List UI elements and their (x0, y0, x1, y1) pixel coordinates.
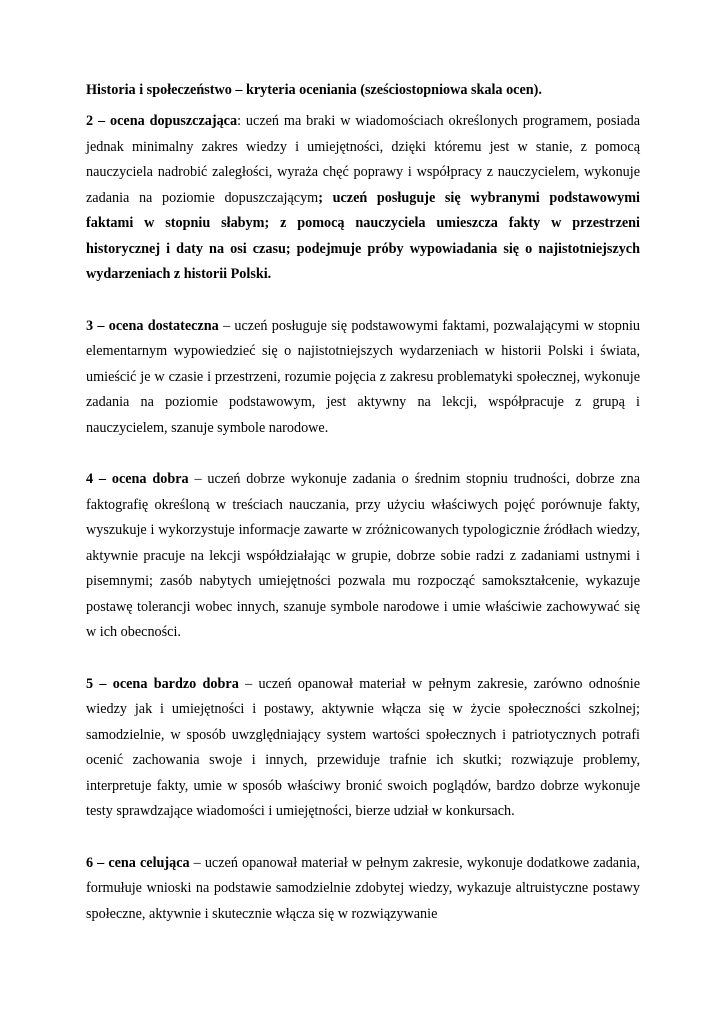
grade-6-heading: 6 – cena celująca (86, 854, 190, 871)
grade-4-heading: 4 – ocena dobra (86, 471, 189, 487)
paragraph-gap (86, 646, 640, 672)
grade-4-text: – uczeń dobrze wykonuje zadania o średnim stopniu trudności, dobrze zna faktografię określoną w treściach nauczania, przy użyciu właściwych pojęć porównuje fakty, wyszukuje i wykorzystuje informacje zawarte w zróżnicowanych typologicznie źródłach wiedzy, aktywnie pracuje na lekcji współdziałając w grupie, dobrze sobie radzi z zadaniami ustnymi i pisemnymi; zasób nabytych umiejętności pozwala mu rozpocząć samokształcenie, wykazuje postawę tolerancji wobec innych, szanuje symbole narodowe i umie właściwie zachowywać się w ich obecności. (86, 471, 641, 640)
grade-3-heading: 3 – ocena dostateczna (86, 317, 219, 334)
grade-3-paragraph (86, 314, 640, 442)
paragraph-gap (86, 288, 640, 314)
grade-2-heading: 2 – ocena dopuszczająca (86, 113, 238, 129)
grade-4-paragraph (86, 467, 640, 646)
grade-3-text: – uczeń posługuje się podstawowymi faktami, pozwalającymi w stopniu elementarnym wypowiedzieć się o najistotniejszych wydarzeniach w historii Polski i świata, umieścić je w czasie i przestrzeni, rozumie pojęcia z zakresu problematyki społecznej, wykonuje zadania na poziomie podstawowym, jest aktywny na lekcji, współpracuje z grupą i nauczycielem, szanuje symbole narodowe. (86, 317, 640, 436)
grade-5-text: – uczeń opanował materiał w pełnym zakresie, zarówno odnośnie wiedzy jak i umiejętności i postawy, aktywnie włącza się w życie społeczności szkolnej; samodzielnie, w sposób uwzględniający system wartości społecznych i patriotycznych potrafi ocenić zachowania swoje i innych, przewiduje trafnie ich skutki; rozwiązuje problemy, interpretuje fakty, umie w sposób właściwy bronić swoich poglądów, bardzo dobrze wykonuje testy sprawdzające wiadomości i umiejętności, bierze udział w konkursach. (86, 675, 641, 819)
grade-2-paragraph (86, 109, 640, 288)
grade-2-bold-text: ; uczeń posługuje się wybranymi podstawowymi faktami w stopniu słabym; z pomocą nauczyciela umieszcza fakty w przestrzeni historycznej i daty na osi czasu; podejmuje próby wypowiadania się o najistotniejszych wydarzeniach z historii Polski. (86, 189, 640, 282)
paragraph-gap (86, 441, 640, 467)
grade-5-paragraph (86, 672, 640, 825)
grade-6-text: – uczeń opanował materiał w pełnym zakresie, wykonuje dodatkowe zadania, formułuje wnioski na podstawie samodzielnie zdobytej wiedzy, wykazuje altruistyczne postawy społeczne, aktywnie i skutecznie włącza się w rozwiązywanie (86, 854, 640, 922)
paragraph-gap (86, 825, 640, 851)
document-title: Historia i społeczeństwo – kryteria oceniania (sześciostopniowa skala ocen). (86, 82, 542, 98)
document-page (86, 80, 640, 927)
grade-2-text: : uczeń ma braki w wiadomościach określonych programem, posiada jednak minimalny zakres wiedzy i umiejętności, dzięki któremu jest w stanie, z pomocą nauczyciela nadrobić zaległości, wyraża chęć poprawy i współpracy z nauczycielem, wykonuje zadania na poziomie dopuszczającym (86, 113, 640, 206)
grade-5-heading: 5 – ocena bardzo dobra (86, 675, 239, 692)
grade-6-paragraph (86, 851, 640, 928)
